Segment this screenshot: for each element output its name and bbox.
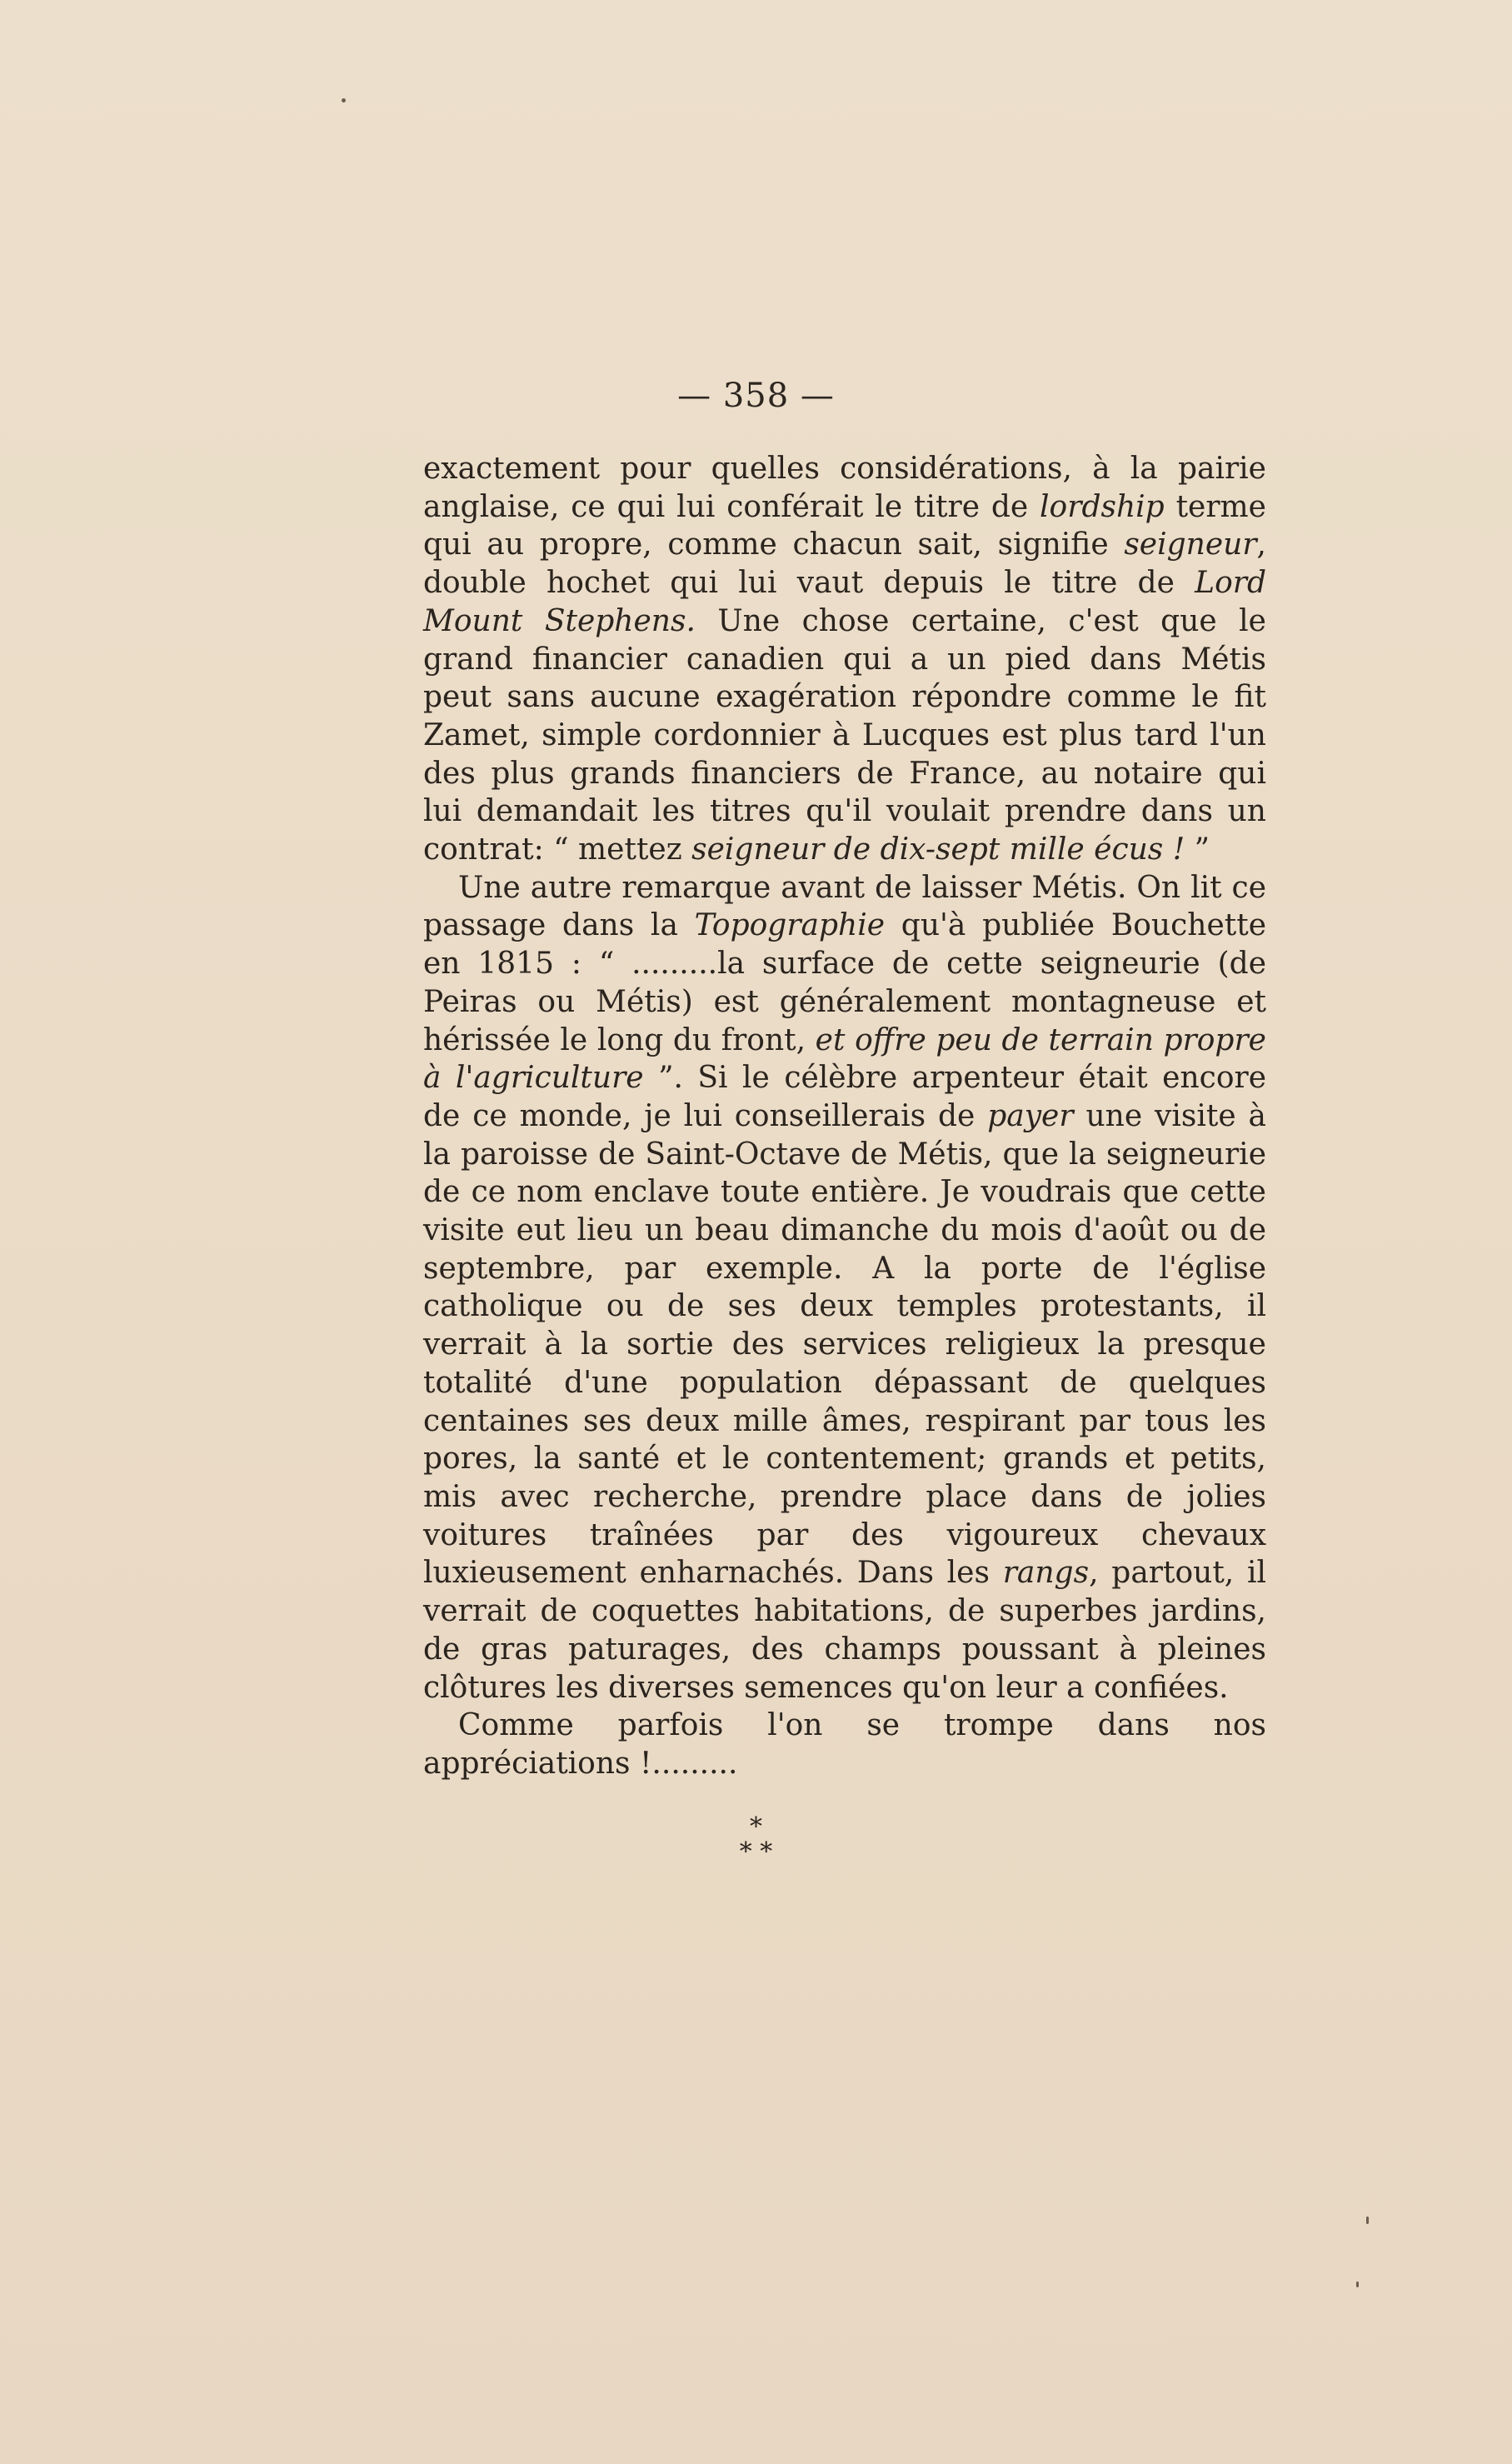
italic-segment: seigneur [1124, 527, 1257, 562]
paragraph-3 [423, 1707, 1266, 1782]
paper-speck [1356, 2282, 1359, 2287]
text-segment: , double hochet qui lui vaut depuis le titre de [423, 527, 1266, 601]
text-segment: qu'à publiée Bouchette en 1815 : “ .........la surface de cette seigneurie (de Peiras ou Métis) est généralement montagneuse et hérissée le long du front, [423, 908, 1266, 1057]
text-segment: Une autre remarque avant de laisser Métis. On lit ce passage dans la [423, 870, 1266, 943]
italic-segment: lordship [1040, 489, 1165, 524]
text-segment: exactement pour quelles considérations, à la pairie anglaise, ce qui lui conférait le titre de [423, 452, 1266, 524]
italic-segment: Topographie [694, 908, 886, 943]
asterism-bottom: * * [739, 1837, 773, 1867]
italic-segment: et offre peu de terrain propre à l'agriculture [423, 1022, 1266, 1096]
italic-segment: seigneur de dix-sept mille écus ! [691, 832, 1185, 867]
text-segment: une visite à la paroisse de Saint-Octave de Métis, que la seigneurie de ce nom enclave toute entière. Je voudrais que cette visite eut lieu un beau dimanche du mois d'août ou de septembre, par exemple. A la porte de l'église catholique ou de ses deux temples protestants, il verrait à la sortie des services religieux la presque totalité d'une population dépassant de quelques centaines ses deux mille âmes, respirant par tous les pores, la santé et le contentement; grands et petits, mis avec recherche, prendre place dans de jolies voitures traînées par des vigoureux chevaux luxieusement enharnachés. Dans les [423, 1098, 1266, 1591]
text-segment: ” [1185, 832, 1210, 867]
section-ornament [0, 1812, 1512, 1867]
italic-segment: rangs [1002, 1556, 1090, 1591]
italic-segment: Lord Mount Stephens. [423, 566, 1266, 638]
body-text [423, 450, 1266, 1783]
italic-segment: payer [987, 1098, 1074, 1133]
page-number: — 358 — [677, 377, 835, 415]
text-segment: Comme parfois l'on se trompe dans nos appréciations !......... [423, 1708, 1266, 1781]
paper-speck [1366, 2217, 1369, 2224]
paragraph-1 [423, 450, 1266, 869]
text-segment: ”. Si le célèbre arpenteur était encore de ce monde, je lui conseillerais de [423, 1061, 1267, 1133]
text-segment: , partout, il verrait de coquettes habitations, de superbes jardins, de gras paturages, des champs poussant à pleines clôtures les diverses semences qu'on leur a confiées. [423, 1556, 1267, 1705]
text-segment: terme qui au propre, comme chacun sait, signifie [423, 489, 1266, 562]
text-segment: Une chose certaine, c'est que le grand financier canadien qui a un pied dans Métis peut sans aucune exagération répondre comme le fit Zamet, simple cordonnier à Lucques est plus tard l'un des plus grands financiers de France, au notaire qui lui demandait les titres qu'il voulait prendre dans un contrat: “ mettez [423, 603, 1266, 867]
asterism-top: * [750, 1812, 762, 1842]
paragraph-2 [423, 869, 1266, 1707]
paper-speck [342, 98, 346, 102]
